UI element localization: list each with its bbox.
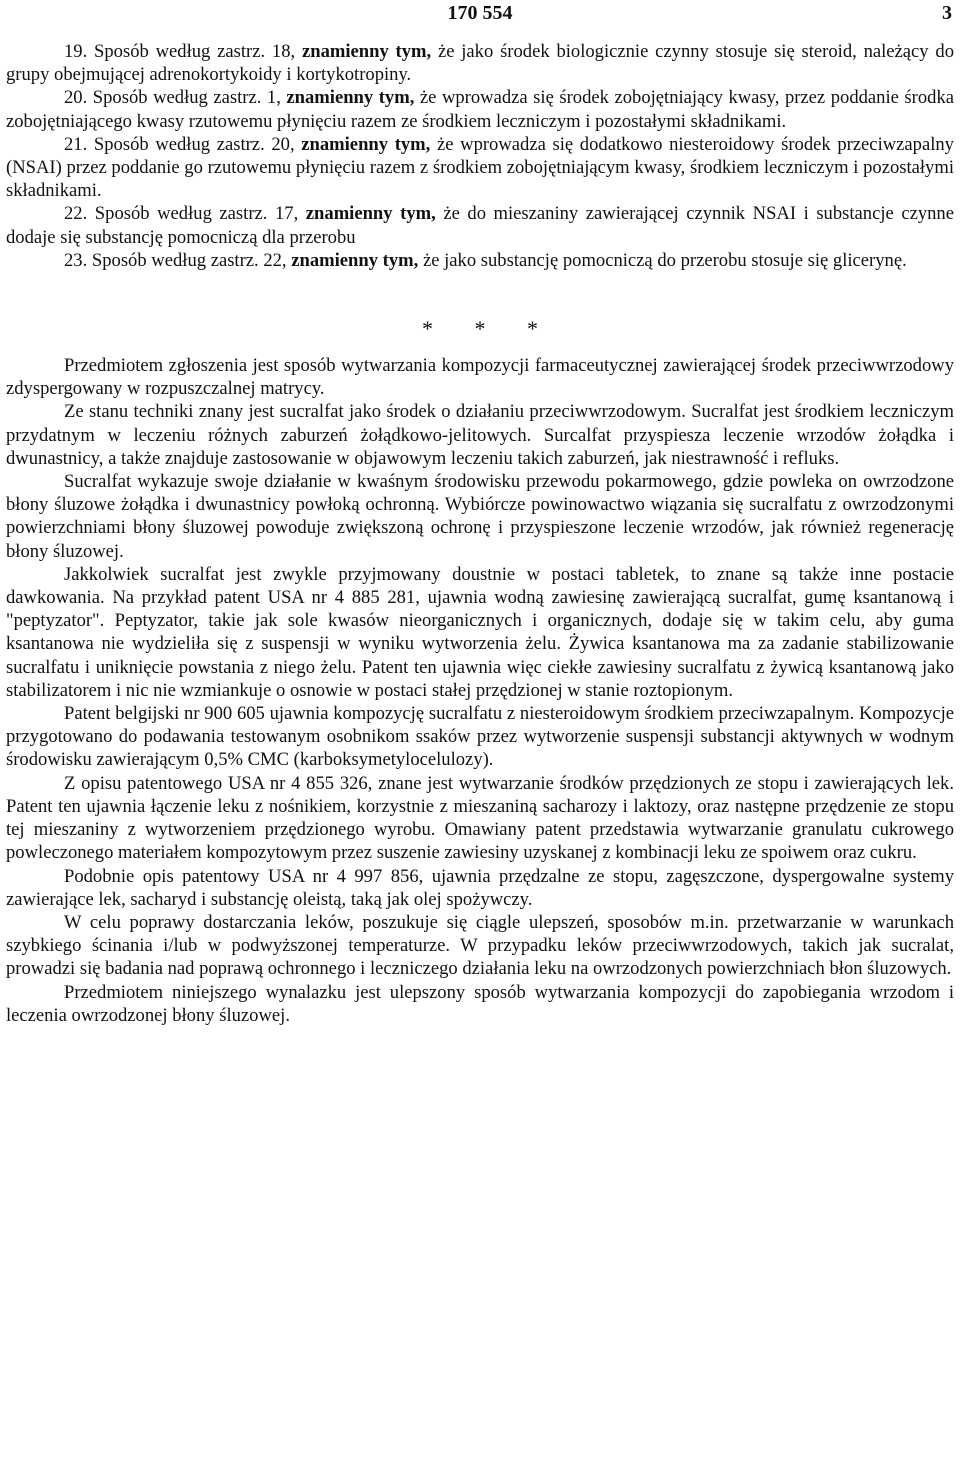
section-separator: * * * (422, 316, 556, 342)
description-paragraph: Sucralfat wykazuje swoje działanie w kwaśnym środowisku przewodu pokarmowego, gdzie powleka on owrzodzone błony śluzowe żołądka i dwunastnicy powłoką ochronną. Wybiórcze powinowactwo wiązania się sucralfatu z owrzodzonymi powierzchniami błony śluzowej powoduje zwiększoną ochronę i przyspieszone leczenie wrzodów, jak również regenerację błony śluzowej. (6, 471, 954, 562)
description-paragraph: Ze stanu techniki znany jest sucralfat jako środek o działaniu przeciwwrzodowym. Sucralfat jest środkiem leczniczym przydatnym w leczeniu różnych zaburzeń żołądkowo-jelitowych. Surcalfat przyspiesza leczenie wrzodów żołądka i dwunastnicy, a także znajduje zastosowanie w objawowym leczeniu takich zaburzeń, jak niestrawność i refluks. (6, 401, 954, 469)
claims-section (6, 40, 954, 272)
claim-text: że wprowadza się środek zobojętniający kwasy, przez poddanie środka zobojętniającego kwasy rzutowemu płynięciu razem ze środkiem leczniczym i pozostałymi składnikami. (6, 87, 954, 132)
claim-19 (6, 40, 954, 86)
claim-keyword: znamienny tym, (286, 87, 415, 109)
claim-keyword: znamienny tym, (305, 203, 436, 225)
claim-20 (6, 86, 954, 132)
description-paragraph: W celu poprawy dostarczania leków, poszukuje się ciągle ulepszeń, sposobów m.in. przetwarzanie w warunkach szybkiego ścinania i/lub w podwyższonej temperaturze. W przypadku leków przeciwwrzodowych, takich jak sucralat, prowadzi się badania nad poprawą ochronnego i leczniczego działania leku na owrzodzonych powierzchniach błon śluzowych. (6, 911, 954, 980)
claim-23 (6, 249, 954, 272)
description-section (6, 354, 954, 1027)
description-paragraph: Przedmiotem niniejszego wynalazku jest ulepszony sposób wytwarzania kompozycji do zapobiegania wrzodom i leczenia owrzodzonej błony śluzowej. (6, 981, 954, 1026)
description-paragraph: Z opisu patentowego USA nr 4 855 326, znane jest wytwarzanie środków przędzionych ze stopu i zawierających lek. Patent ten ujawnia łączenie leku z nośnikiem, korzystnie z mieszaniną sacharozy i laktozy, oraz następne przędzenie ze stopu tej mieszaniny z wytworzeniem przędzionego wyrobu. Omawiany patent przedstawia wytwarzanie granulatu cukrowego powleczonego materiałem kompozytowym przez suszenie zawiesiny uzyskanej z kombinacji leku ze spoiwem oraz cukru. (6, 772, 954, 864)
claim-text: że jako substancję pomocniczą do przerobu stosuje się glicerynę. (418, 249, 907, 271)
description-paragraph: Jakkolwiek sucralfat jest zwykle przyjmowany doustnie w postaci tabletek, to znane są także inne postacie dawkowania. Na przykład patent USA nr 4 885 281, ujawnia wodną zawiesinę zawierającą sucralfat, gumę ksantanową i "peptyzator". Peptyzator, takie jak sole kwasów nieorganicznych i organicznych, dodaje się w takim celu, aby guma ksantanowa nie wydzieliła się z suspensji w wyniku wytworzenia żelu. Żywica ksantanowa ma za zadanie stabilizowanie sucralfatu i uniknięcie powstania z niego żelu. Patent ten ujawnia więc ciekłe zawiesiny sucralfatu z żywicą ksantanową jako stabilizatorem i nic nie wzmiankuje o osnowie w postaci stałej przędzionej w stanie roztopionym. (6, 563, 954, 701)
claim-22 (6, 202, 954, 248)
claim-keyword: znamienny tym, (301, 41, 432, 62)
claim-keyword: znamienny tym, (291, 249, 419, 271)
claim-text: że wprowadza się dodatkowo niesteroidowy środek przeciwzapalny (NSAI) przez poddanie go rzutowemu płynięciu razem z środkiem zobojętniającym kwasy, środkiem leczniczym i pozostałymi składnikami. (6, 133, 954, 202)
description-paragraph: Patent belgijski nr 900 605 ujawnia kompozycję sucralfatu z niesteroidowym środkiem przeciwzapalnym. Kompozycje przygotowano do podawania testowanym osobnikom ssaków przez wytworzenie suspensji substancji aktywnych w wodnym środowisku zawierającym 0,5% CMC (karboksymetylocelulozy). (6, 703, 954, 771)
claim-text: 20. Sposób według zastrz. 1, (64, 87, 287, 109)
claim-text: że jako środek biologicznie czynny stosuje się steroid, należący do grupy obejmującej adrenokortykoidy i kortykotropiny. (6, 41, 954, 86)
claim-text: 19. Sposób według zastrz. 18, (64, 41, 302, 62)
description-paragraph: Podobnie opis patentowy USA nr 4 997 856, ujawnia przędzalne ze stopu, zagęszczone, dyspergowalne systemy zawierające lek, sacharyd i substancję oleistą, taką jak olej spożywczy. (6, 865, 954, 910)
description-paragraph: Przedmiotem zgłoszenia jest sposób wytwarzania kompozycji farmaceutycznej zawierającej środek przeciwwrzodowy zdyspergowany w rozpuszczalnej matrycy. (6, 355, 954, 400)
claim-text: że do mieszaniny zawierającej czynnik NSAI i substancje czynne dodaje się substancję pomocniczą dla przerobu (6, 203, 954, 248)
claim-keyword: znamienny tym, (301, 133, 431, 155)
document-page (6, 0, 954, 1027)
claim-21 (6, 133, 954, 203)
patent-number: 170 554 (447, 2, 513, 24)
page-header (6, 0, 954, 36)
claim-text: 23. Sposób według zastrz. 22, (64, 249, 292, 271)
claim-text: 21. Sposób według zastrz. 20, (64, 133, 302, 155)
claim-text: 22. Sposób według zastrz. 17, (64, 203, 306, 225)
page-number: 3 (942, 2, 952, 24)
